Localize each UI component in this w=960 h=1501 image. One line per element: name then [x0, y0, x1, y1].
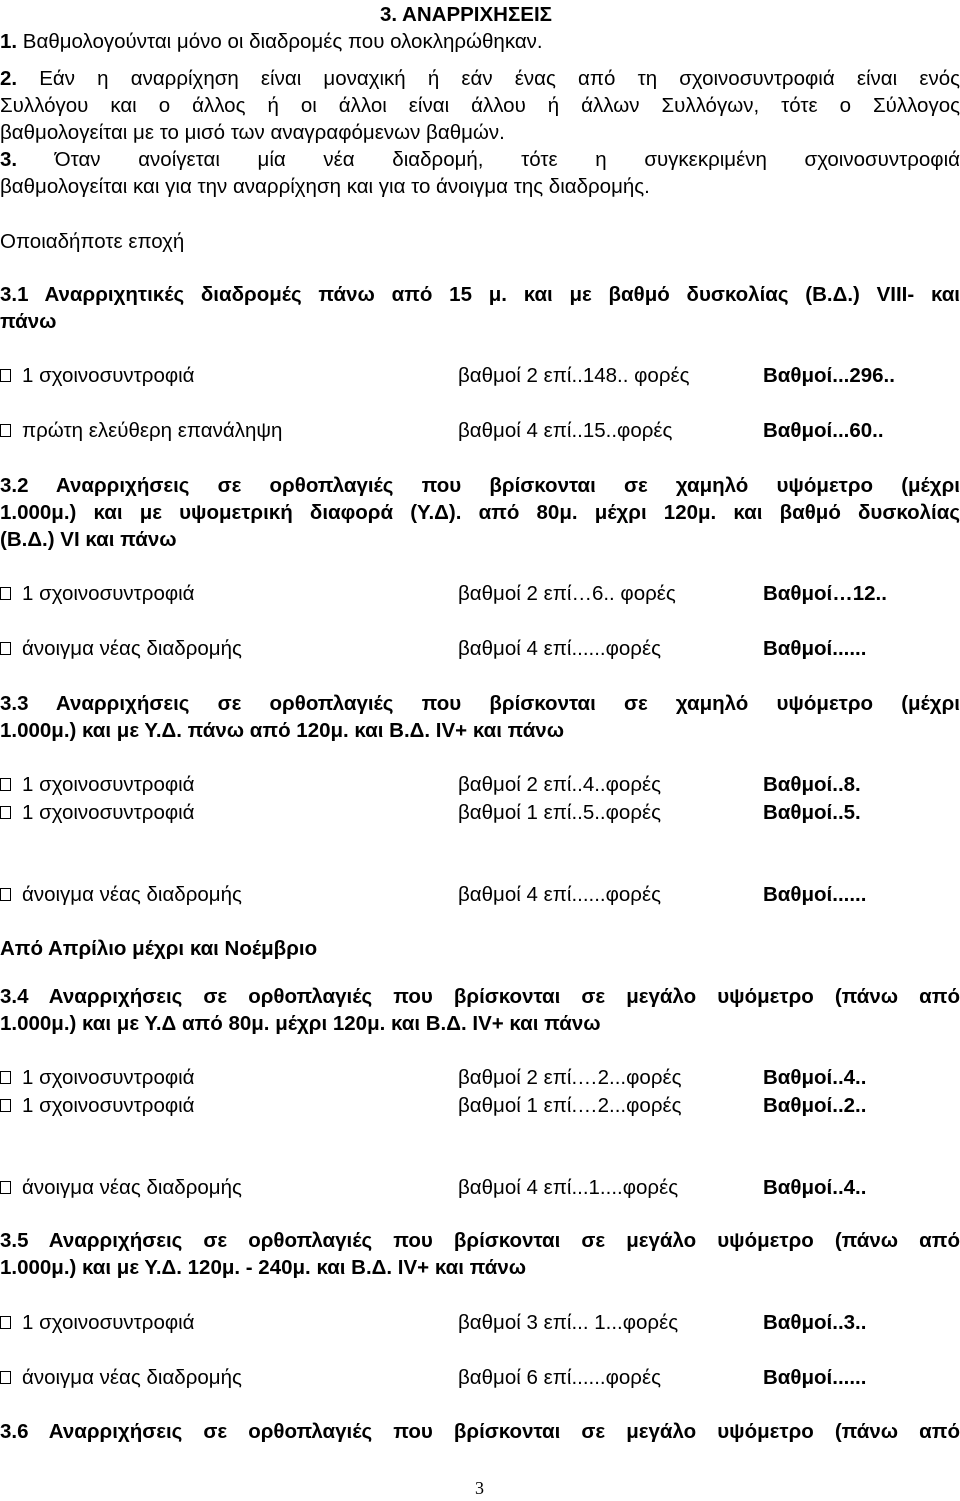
checkbox-icon [0, 369, 11, 382]
row-result: Βαθμοί…12.. [763, 582, 887, 605]
checkbox-icon [0, 1099, 11, 1112]
row-result: Βαθμοί..4.. [763, 1066, 867, 1089]
rule-2-text-l1: Εάν η αναρρίχηση είναι μοναχική ή εάν ένας από τη σχοινοσυντροφιά είναι ενός [17, 67, 960, 90]
section-3-3-heading-l2: 1.000μ.) και με Υ.Δ. πάνω από 120μ. και Β.Δ. IV+ και πάνω [0, 719, 565, 742]
rule-2-line-2: Συλλόγου και ο άλλος ή οι άλλοι είναι άλλου ή άλλων Συλλόγων, τότε ο Σύλλογος [0, 94, 960, 117]
rule-3-number: 3. [0, 148, 18, 171]
rule-2-number: 2. [0, 67, 18, 90]
checkbox-icon [0, 778, 11, 791]
row-factor: βαθμοί 1 επί.…2...φορές [458, 1094, 682, 1117]
section-3-2-heading-l2: 1.000μ.) και με υψομετρική διαφορά (Υ.Δ). από 80μ. μέχρι 120μ. και βαθμό δυσκολίας [0, 501, 960, 524]
row-label: άνοιγμα νέας διαδρομής [22, 1176, 242, 1199]
row-label: 1 σχοινοσυντροφιά [22, 364, 195, 387]
rule-3-line-2: βαθμολογείται και για την αναρρίχηση και για το άνοιγμα της διαδρομής. [0, 175, 650, 198]
checkbox-icon [0, 424, 11, 437]
section-3-2-heading-l3: (Β.Δ.) VI και πάνω [0, 528, 177, 551]
row-factor: βαθμοί 2 επί.…2...φορές [458, 1066, 682, 1089]
page-number: 3 [475, 1478, 484, 1498]
season-apr-nov-heading: Από Απρίλιο μέχρι και Νοέμβριο [0, 937, 318, 960]
row-result: Βαθμοί...60.. [763, 419, 884, 442]
rule-2-line-1 [0, 66, 960, 91]
checkbox-icon [0, 1181, 11, 1194]
section-3-2-heading-l1: 3.2 Αναρριχήσεις σε ορθοπλαγιές που βρίσκονται σε χαμηλό υψόμετρο (μέχρι [0, 474, 960, 497]
checkbox-icon [0, 587, 11, 600]
section-3-5-heading-l2: 1.000μ.) και με Υ.Δ. 120μ. - 240μ. και Β.Δ. IV+ και πάνω [0, 1256, 527, 1279]
checkbox-icon [0, 1071, 11, 1084]
checkbox-icon [0, 1316, 11, 1329]
section-3-6-heading-l1: 3.6 Αναρριχήσεις σε ορθοπλαγιές που βρίσκονται σε μεγάλο υψόμετρο (πάνω από [0, 1420, 960, 1443]
page-title: 3. ΑΝΑΡΡΙΧΗΣΕΙΣ [380, 3, 552, 26]
row-factor: βαθμοί 1 επί..5..φορές [458, 801, 661, 824]
row-result: Βαθμοί...... [763, 637, 867, 660]
row-factor: βαθμοί 4 επί......φορές [458, 883, 661, 906]
row-result: Βαθμοί..3.. [763, 1311, 867, 1334]
row-factor: βαθμοί 2 επί..148.. φορές [458, 364, 690, 387]
row-label: άνοιγμα νέας διαδρομής [22, 637, 242, 660]
row-factor: βαθμοί 4 επί..15..φορές [458, 419, 673, 442]
row-label: 1 σχοινοσυντροφιά [22, 801, 195, 824]
row-result: Βαθμοί...296.. [763, 364, 895, 387]
rule-1-text: Βαθμολογούνται μόνο οι διαδρομές που ολοκληρώθηκαν. [17, 30, 543, 53]
rule-2-line-3: βαθμολογείται με το μισό των αναγραφόμενων βαθμών. [0, 121, 505, 144]
rule-3-text-l1: Όταν ανοίγεται μία νέα διαδρομή, τότε η συγκεκριμένη σχοινοσυντροφιά [17, 148, 960, 171]
checkbox-icon [0, 1371, 11, 1384]
row-result: Βαθμοί..5. [763, 801, 861, 824]
checkbox-icon [0, 642, 11, 655]
row-factor: βαθμοί 6 επί......φορές [458, 1366, 661, 1389]
section-3-1-heading-l2: πάνω [0, 310, 57, 333]
row-label: 1 σχοινοσυντροφιά [22, 1311, 195, 1334]
row-result: Βαθμοί...... [763, 883, 867, 906]
rule-1 [0, 29, 543, 54]
row-factor: βαθμοί 4 επί...1....φορές [458, 1176, 679, 1199]
row-label: άνοιγμα νέας διαδρομής [22, 1366, 242, 1389]
row-result: Βαθμοί..4.. [763, 1176, 867, 1199]
row-result: Βαθμοί..2.. [763, 1094, 867, 1117]
row-factor: βαθμοί 3 επί... 1...φορές [458, 1311, 679, 1334]
row-label: 1 σχοινοσυντροφιά [22, 1094, 195, 1117]
row-label: 1 σχοινοσυντροφιά [22, 773, 195, 796]
row-result: Βαθμοί...... [763, 1366, 867, 1389]
row-factor: βαθμοί 2 επί…6.. φορές [458, 582, 676, 605]
season-any-heading: Οποιαδήποτε εποχή [0, 230, 185, 253]
row-factor: βαθμοί 4 επί......φορές [458, 637, 661, 660]
row-label: πρώτη ελεύθερη επανάληψη [22, 419, 283, 442]
row-result: Βαθμοί..8. [763, 773, 861, 796]
section-3-5-heading-l1: 3.5 Αναρριχήσεις σε ορθοπλαγιές που βρίσκονται σε μεγάλο υψόμετρο (πάνω από [0, 1229, 960, 1252]
section-3-4-heading-l1: 3.4 Αναρριχήσεις σε ορθοπλαγιές που βρίσκονται σε μεγάλο υψόμετρο (πάνω από [0, 985, 960, 1008]
section-3-3-heading-l1: 3.3 Αναρριχήσεις σε ορθοπλαγιές που βρίσκονται σε χαμηλό υψόμετρο (μέχρι [0, 692, 960, 715]
row-factor: βαθμοί 2 επί..4..φορές [458, 773, 661, 796]
row-label: 1 σχοινοσυντροφιά [22, 582, 195, 605]
rule-3-line-1 [0, 147, 960, 172]
checkbox-icon [0, 806, 11, 819]
row-label: 1 σχοινοσυντροφιά [22, 1066, 195, 1089]
section-3-4-heading-l2: 1.000μ.) και με Υ.Δ από 80μ. μέχρι 120μ. και Β.Δ. IV+ και πάνω [0, 1012, 601, 1035]
checkbox-icon [0, 888, 11, 901]
row-label: άνοιγμα νέας διαδρομής [22, 883, 242, 906]
rule-1-number: 1. [0, 30, 18, 53]
section-3-1-heading-l1: 3.1 Αναρριχητικές διαδρομές πάνω από 15 μ. και με βαθμό δυσκολίας (Β.Δ.) VIII- και [0, 283, 960, 306]
